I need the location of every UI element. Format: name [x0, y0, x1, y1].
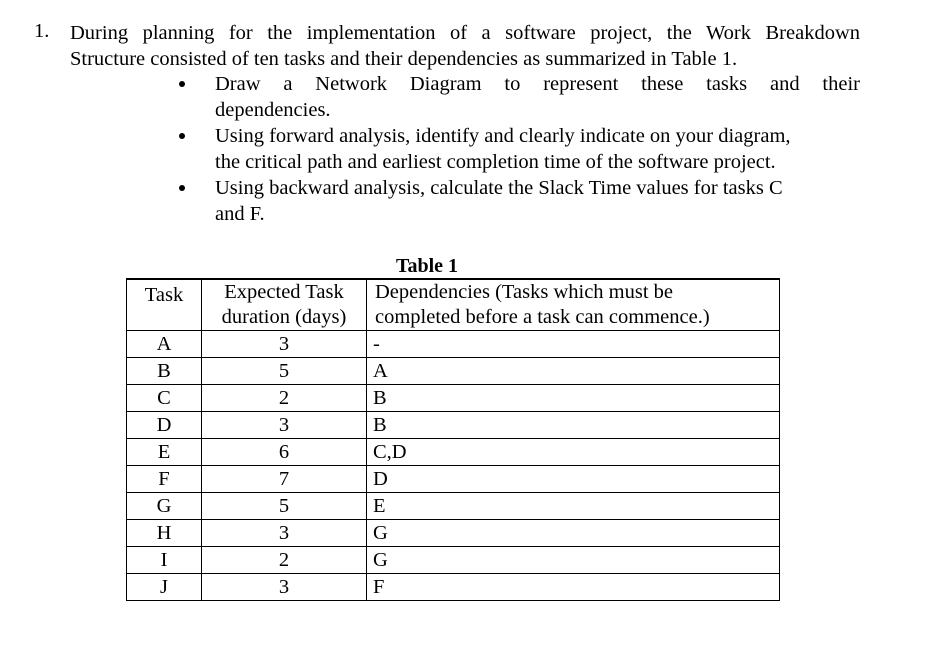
task-bullet-list — [170, 71, 860, 227]
question-intro — [70, 20, 860, 72]
cell-duration: 3 — [202, 331, 367, 358]
cell-dependencies: G — [367, 547, 780, 574]
table-row — [127, 385, 780, 412]
table-row — [127, 466, 780, 493]
bullet-text-line: Using backward analysis, calculate the Slack Time values for tasks C — [215, 177, 783, 199]
question-intro-line: During planning for the implementation of a software project, the Work Breakdown — [70, 22, 860, 44]
cell-dependencies: F — [367, 574, 780, 601]
cell-task: I — [127, 547, 202, 574]
question-number: 1. — [34, 20, 50, 42]
table-row — [127, 493, 780, 520]
header-dependencies-line: completed before a task can commence.) — [375, 306, 710, 328]
cell-duration: 6 — [202, 439, 367, 466]
header-task: Task — [127, 279, 202, 331]
cell-duration: 5 — [202, 358, 367, 385]
cell-task: G — [127, 493, 202, 520]
cell-duration: 3 — [202, 520, 367, 547]
bullet-dot-icon — [179, 133, 185, 139]
cell-task: E — [127, 439, 202, 466]
bullet-item-backward-analysis — [170, 175, 860, 227]
table-header-row — [127, 279, 780, 331]
cell-dependencies: A — [367, 358, 780, 385]
header-duration-line: Expected Task — [224, 281, 344, 303]
cell-dependencies: C,D — [367, 439, 780, 466]
cell-duration: 7 — [202, 466, 367, 493]
table-row — [127, 574, 780, 601]
bullet-text-line: and F. — [215, 203, 265, 225]
table-row — [127, 439, 780, 466]
table-body — [127, 331, 780, 601]
cell-task: C — [127, 385, 202, 412]
header-duration — [202, 279, 367, 331]
table-row — [127, 412, 780, 439]
bullet-text-line: dependencies. — [215, 99, 331, 121]
cell-dependencies: - — [367, 331, 780, 358]
cell-task: J — [127, 574, 202, 601]
table-row — [127, 547, 780, 574]
table-row — [127, 520, 780, 547]
bullet-item-network-diagram — [170, 71, 860, 123]
header-dependencies-line: Dependencies (Tasks which must be — [375, 281, 674, 303]
question-intro-line: Structure consisted of ten tasks and their dependencies as summarized in Table 1. — [70, 48, 738, 70]
cell-task: A — [127, 331, 202, 358]
bullet-text-line: the critical path and earliest completion time of the software project. — [215, 151, 776, 173]
bullet-dot-icon — [179, 185, 185, 191]
header-duration-line: duration (days) — [221, 306, 347, 328]
bullet-dot-icon — [179, 81, 185, 87]
cell-duration: 5 — [202, 493, 367, 520]
cell-duration: 3 — [202, 574, 367, 601]
cell-task: F — [127, 466, 202, 493]
bullet-text-line: Draw a Network Diagram to represent these tasks and their — [215, 73, 860, 95]
table-row — [127, 358, 780, 385]
cell-duration: 3 — [202, 412, 367, 439]
bullet-item-forward-analysis — [170, 123, 860, 175]
cell-duration: 2 — [202, 547, 367, 574]
table-row — [127, 331, 780, 358]
cell-dependencies: B — [367, 385, 780, 412]
table-caption: Table 1 — [396, 255, 459, 277]
cell-task: B — [127, 358, 202, 385]
cell-task: D — [127, 412, 202, 439]
bullet-text-line: Using forward analysis, identify and clearly indicate on your diagram, — [215, 125, 791, 147]
cell-dependencies: G — [367, 520, 780, 547]
cell-dependencies: E — [367, 493, 780, 520]
cell-duration: 2 — [202, 385, 367, 412]
cell-dependencies: B — [367, 412, 780, 439]
cell-dependencies: D — [367, 466, 780, 493]
header-dependencies — [367, 279, 780, 331]
cell-task: H — [127, 520, 202, 547]
task-dependency-table — [126, 278, 780, 601]
